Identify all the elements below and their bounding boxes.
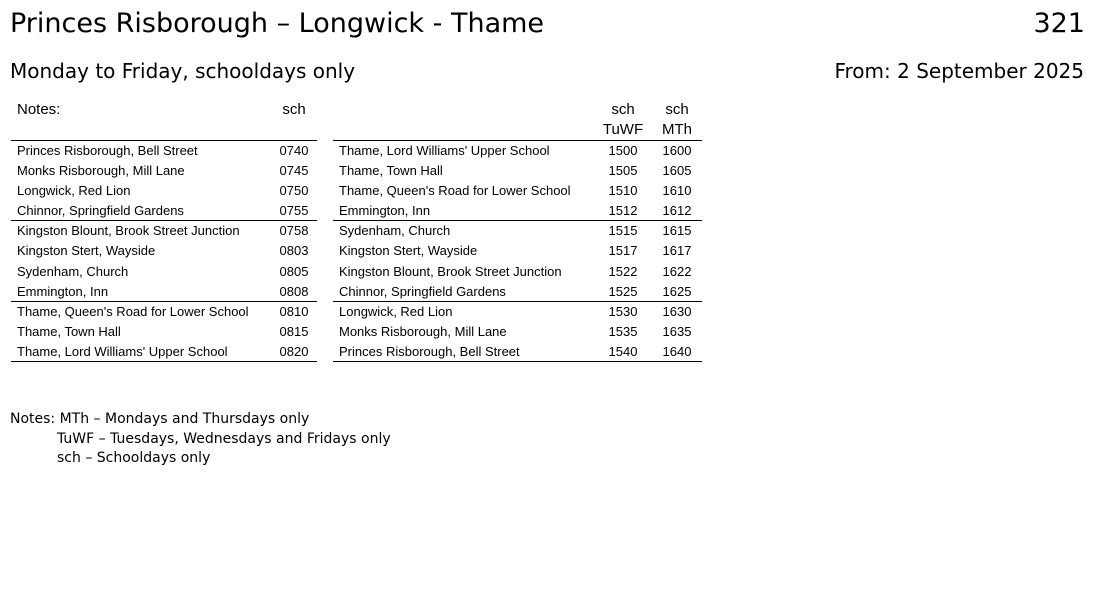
timetable-body bbox=[11, 141, 317, 362]
departure-time: 1540 bbox=[608, 343, 638, 359]
departure-time: 1635 bbox=[662, 323, 692, 339]
departure-time: 0803 bbox=[279, 243, 309, 259]
departure-time: 1525 bbox=[608, 283, 638, 299]
departure-time: 1515 bbox=[608, 223, 638, 239]
footnote: TuWF – Tuesdays, Wednesdays and Fridays only bbox=[57, 430, 391, 447]
effective-date: From: 2 September 2025 bbox=[834, 59, 1084, 83]
column-header-days: MTh bbox=[662, 121, 692, 138]
table-row bbox=[333, 342, 702, 362]
column-header-note: sch bbox=[665, 101, 689, 118]
stop-name: Emmington, Inn bbox=[17, 283, 109, 299]
timetable-body bbox=[333, 141, 702, 362]
stop-name: Monks Risborough, Mill Lane bbox=[339, 323, 507, 339]
departure-time: 1617 bbox=[662, 243, 692, 259]
timetable-inbound bbox=[333, 101, 702, 362]
stop-name: Thame, Town Hall bbox=[339, 163, 443, 179]
table-row bbox=[333, 201, 702, 221]
stop-name: Thame, Queen's Road for Lower School bbox=[339, 183, 571, 199]
stop-name: Chinnor, Springfield Gardens bbox=[17, 203, 184, 219]
page-title: Princes Risborough – Longwick - Thame bbox=[10, 8, 545, 39]
table-row bbox=[333, 161, 702, 181]
departure-time: 1500 bbox=[608, 143, 638, 158]
departure-time: 1615 bbox=[662, 223, 692, 239]
stop-name: Sydenham, Church bbox=[339, 223, 451, 239]
stop-name: Princes Risborough, Bell Street bbox=[339, 343, 520, 359]
stop-name: Thame, Town Hall bbox=[17, 323, 121, 339]
departure-time: 1512 bbox=[608, 203, 638, 219]
departure-time: 1630 bbox=[662, 303, 692, 319]
table-row bbox=[333, 322, 702, 342]
table-row bbox=[333, 241, 702, 261]
table-row bbox=[11, 161, 317, 181]
stop-name: Kingston Blount, Brook Street Junction bbox=[339, 263, 562, 279]
stop-name: Sydenham, Church bbox=[17, 263, 129, 279]
table-row bbox=[333, 262, 702, 282]
column-header-note: sch bbox=[282, 101, 306, 118]
departure-time: 0755 bbox=[279, 203, 309, 219]
timetable-header bbox=[333, 101, 702, 141]
departure-time: 1517 bbox=[608, 243, 638, 259]
departure-time: 0820 bbox=[279, 343, 309, 359]
stop-name: Thame, Lord Williams' Upper School bbox=[17, 343, 228, 359]
notes-label: Notes: bbox=[17, 101, 61, 118]
departure-time: 1610 bbox=[662, 183, 692, 199]
table-row bbox=[11, 241, 317, 261]
departure-time: 0815 bbox=[279, 323, 309, 339]
column-header-note: sch bbox=[611, 101, 635, 118]
departure-time: 1605 bbox=[662, 163, 692, 179]
departure-time: 0750 bbox=[279, 183, 309, 199]
stop-name: Longwick, Red Lion bbox=[17, 183, 131, 199]
departure-time: 1522 bbox=[608, 263, 638, 279]
table-row bbox=[11, 141, 317, 161]
departure-time: 0740 bbox=[279, 143, 309, 158]
timetable-header bbox=[11, 101, 317, 141]
table-row bbox=[11, 221, 317, 241]
departure-time: 1535 bbox=[608, 323, 638, 339]
table-row bbox=[333, 282, 702, 302]
table-row bbox=[11, 201, 317, 221]
stop-name: Chinnor, Springfield Gardens bbox=[339, 283, 506, 299]
departure-time: 1612 bbox=[662, 203, 692, 219]
stop-name: Emmington, Inn bbox=[339, 203, 431, 219]
departure-time: 1600 bbox=[662, 143, 692, 158]
column-header-days: TuWF bbox=[602, 121, 644, 138]
stop-name: Thame, Queen's Road for Lower School bbox=[17, 303, 249, 319]
stop-name: Monks Risborough, Mill Lane bbox=[17, 163, 185, 179]
departure-time: 1510 bbox=[608, 183, 638, 199]
operating-days: Monday to Friday, schooldays only bbox=[10, 59, 356, 83]
departure-time: 1625 bbox=[662, 283, 692, 299]
departure-time: 0810 bbox=[279, 303, 309, 319]
table-row bbox=[11, 322, 317, 342]
departure-time: 0745 bbox=[279, 163, 309, 179]
table-row bbox=[333, 221, 702, 241]
stop-name: Thame, Lord Williams' Upper School bbox=[339, 143, 550, 158]
table-row bbox=[11, 262, 317, 282]
departure-time: 1530 bbox=[608, 303, 638, 319]
timetable-outbound bbox=[11, 101, 317, 362]
departure-time: 1622 bbox=[662, 263, 692, 279]
departure-time: 1640 bbox=[662, 343, 692, 359]
departure-time: 1505 bbox=[608, 163, 638, 179]
stop-name: Princes Risborough, Bell Street bbox=[17, 143, 198, 158]
departure-time: 0808 bbox=[279, 283, 309, 299]
table-row bbox=[11, 181, 317, 201]
departure-time: 0805 bbox=[279, 263, 309, 279]
table-row bbox=[11, 302, 317, 322]
departure-time: 0758 bbox=[279, 223, 309, 239]
stop-name: Kingston Blount, Brook Street Junction bbox=[17, 223, 240, 239]
table-row bbox=[333, 302, 702, 322]
footnotes bbox=[10, 410, 391, 469]
stop-name: Kingston Stert, Wayside bbox=[17, 243, 156, 259]
route-number: 321 bbox=[1033, 8, 1085, 39]
stop-name: Kingston Stert, Wayside bbox=[339, 243, 478, 259]
table-row bbox=[333, 181, 702, 201]
table-row bbox=[11, 342, 317, 362]
footnote: Notes: MTh – Mondays and Thursdays only bbox=[10, 411, 310, 427]
stop-name: Longwick, Red Lion bbox=[339, 303, 453, 319]
table-row bbox=[333, 141, 702, 161]
table-row bbox=[11, 282, 317, 302]
footnote: sch – Schooldays only bbox=[57, 450, 211, 466]
